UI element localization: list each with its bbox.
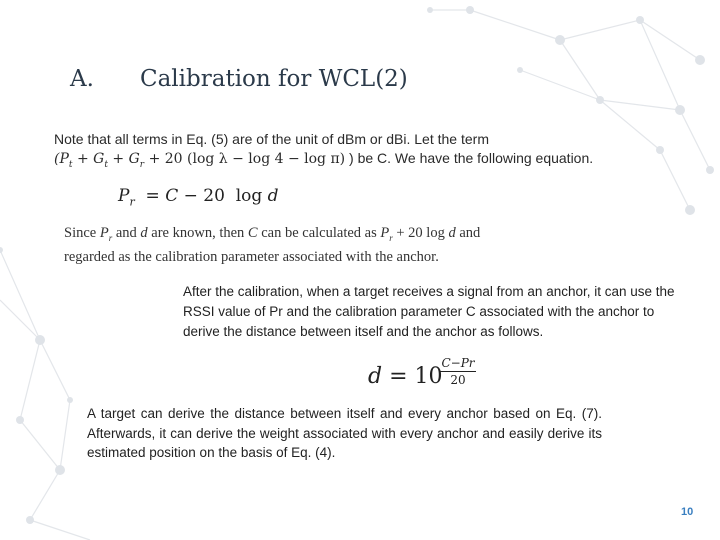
fraction-bar [440,371,476,372]
conclusion-paragraph: A target can derive the distance between itself and every anchor based on Eq. (7). Afterwards, it can derive the weight associated with every anchor and easily derive its estimated position on the basis of Eq. (4). [87,406,602,460]
title-number: A. [70,66,94,92]
since-line-1: Since $P_r$ and d are known, then C can be calculated as $P_r + 20$ log d and [64,225,481,243]
after-calibration-paragraph: After the calibration, when a target receives a signal from an anchor, it can use the RSSI value of Pr and the calibration parameter C associated with the anchor to derive the distance between itself and the anchor as follows. [183,284,675,339]
since-paragraph [64,224,544,267]
equation-2 [368,356,475,389]
term-expression: ($P_t + G_t + G_r + 20$ (log λ − log 4 − log π) [54,151,346,170]
exponent-numerator: C−Pr [441,356,475,370]
intro-line-2 [54,149,614,175]
intro-line-2-tail: ) be C. We have the following equation. [349,150,594,166]
intro-line-1: Note that all terms in Eq. (5) are of the unit of dBm or dBi. Let the term [54,131,489,147]
page-number: 10 [681,506,694,518]
equation-2-exponent [438,356,478,387]
since-line-2: regarded as the calibration parameter associated with the anchor. [64,248,439,265]
equation-1: $P_r = C - 20$ log d [118,186,279,209]
slide-title: Calibration for WCL(2) [140,66,408,92]
equation-2-base: d = 10 [368,364,443,389]
exponent-denominator: 20 [450,373,466,387]
intro-paragraph [54,130,614,175]
